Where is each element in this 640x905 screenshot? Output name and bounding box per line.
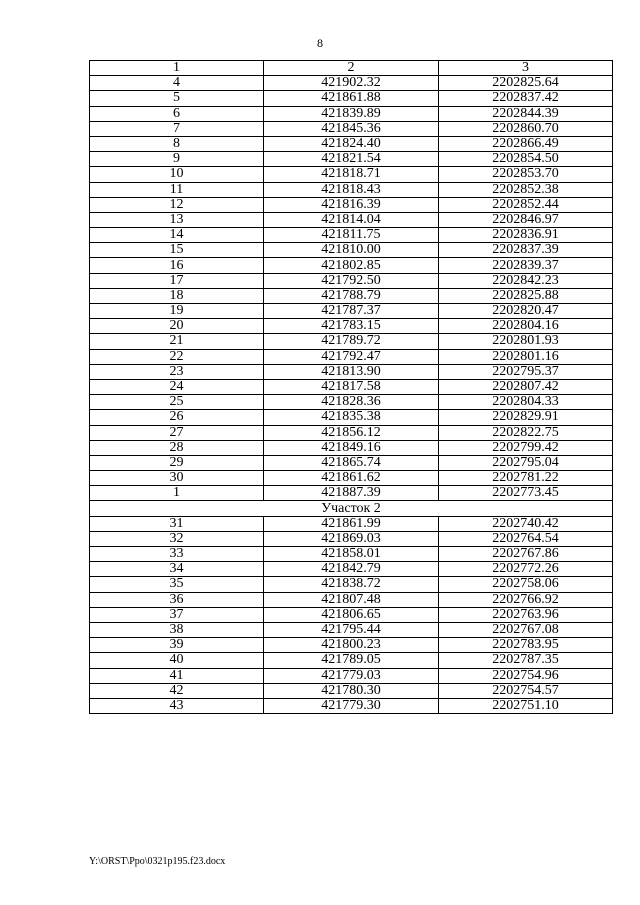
- table-row: [90, 364, 613, 379]
- table-row: [90, 349, 613, 364]
- point-number-cell: 21: [90, 334, 264, 349]
- table-row: [90, 638, 613, 653]
- x-coordinate-cell: 421795.44: [264, 622, 439, 637]
- x-coordinate-cell: 421813.90: [264, 364, 439, 379]
- y-coordinate-cell: 2202801.16: [439, 349, 613, 364]
- x-coordinate-cell: 421783.15: [264, 319, 439, 334]
- section-row: [90, 501, 613, 516]
- x-coordinate-cell: 421788.79: [264, 288, 439, 303]
- x-coordinate-cell: 421824.40: [264, 136, 439, 151]
- point-number-cell: 25: [90, 395, 264, 410]
- table-body-part1: [90, 76, 613, 501]
- y-coordinate-cell: 2202837.42: [439, 91, 613, 106]
- table-row: [90, 379, 613, 394]
- y-coordinate-cell: 2202852.38: [439, 182, 613, 197]
- table-row: [90, 167, 613, 182]
- header-cell-x-coordinate: 2: [264, 61, 439, 76]
- x-coordinate-cell: 421789.72: [264, 334, 439, 349]
- x-coordinate-cell: 421818.71: [264, 167, 439, 182]
- x-coordinate-cell: 421845.36: [264, 121, 439, 136]
- point-number-cell: 5: [90, 91, 264, 106]
- table-row: [90, 455, 613, 470]
- y-coordinate-cell: 2202764.54: [439, 531, 613, 546]
- x-coordinate-cell: 421800.23: [264, 638, 439, 653]
- y-coordinate-cell: 2202781.22: [439, 471, 613, 486]
- y-coordinate-cell: 2202767.08: [439, 622, 613, 637]
- table-row: [90, 425, 613, 440]
- point-number-cell: 31: [90, 516, 264, 531]
- point-number-cell: 23: [90, 364, 264, 379]
- y-coordinate-cell: 2202795.04: [439, 455, 613, 470]
- coordinates-table: [89, 60, 613, 714]
- y-coordinate-cell: 2202854.50: [439, 152, 613, 167]
- x-coordinate-cell: 421828.36: [264, 395, 439, 410]
- y-coordinate-cell: 2202795.37: [439, 364, 613, 379]
- x-coordinate-cell: 421780.30: [264, 683, 439, 698]
- table-row: [90, 212, 613, 227]
- x-coordinate-cell: 421861.88: [264, 91, 439, 106]
- y-coordinate-cell: 2202836.91: [439, 228, 613, 243]
- table-row: [90, 440, 613, 455]
- x-coordinate-cell: 421856.12: [264, 425, 439, 440]
- point-number-cell: 7: [90, 121, 264, 136]
- table-row: [90, 304, 613, 319]
- point-number-cell: 22: [90, 349, 264, 364]
- y-coordinate-cell: 2202766.92: [439, 592, 613, 607]
- point-number-cell: 34: [90, 562, 264, 577]
- x-coordinate-cell: 421779.03: [264, 668, 439, 683]
- footer-file-path: Y:\ORST\Ppo\0321p195.f23.docx: [89, 856, 226, 867]
- point-number-cell: 16: [90, 258, 264, 273]
- y-coordinate-cell: 2202837.39: [439, 243, 613, 258]
- y-coordinate-cell: 2202820.47: [439, 304, 613, 319]
- y-coordinate-cell: 2202852.44: [439, 197, 613, 212]
- table-row: [90, 516, 613, 531]
- table-row: [90, 228, 613, 243]
- point-number-cell: 33: [90, 547, 264, 562]
- point-number-cell: 14: [90, 228, 264, 243]
- table-row: [90, 243, 613, 258]
- point-number-cell: 11: [90, 182, 264, 197]
- point-number-cell: 6: [90, 106, 264, 121]
- x-coordinate-cell: 421887.39: [264, 486, 439, 501]
- point-number-cell: 24: [90, 379, 264, 394]
- y-coordinate-cell: 2202804.33: [439, 395, 613, 410]
- y-coordinate-cell: 2202787.35: [439, 653, 613, 668]
- point-number-cell: 41: [90, 668, 264, 683]
- y-coordinate-cell: 2202866.49: [439, 136, 613, 151]
- x-coordinate-cell: 421802.85: [264, 258, 439, 273]
- y-coordinate-cell: 2202804.16: [439, 319, 613, 334]
- page-number: 8: [317, 36, 323, 50]
- table-row: [90, 683, 613, 698]
- point-number-cell: 12: [90, 197, 264, 212]
- point-number-cell: 37: [90, 607, 264, 622]
- point-number-cell: 8: [90, 136, 264, 151]
- point-number-cell: 9: [90, 152, 264, 167]
- y-coordinate-cell: 2202740.42: [439, 516, 613, 531]
- table-row: [90, 698, 613, 713]
- x-coordinate-cell: 421787.37: [264, 304, 439, 319]
- x-coordinate-cell: 421807.48: [264, 592, 439, 607]
- point-number-cell: 10: [90, 167, 264, 182]
- table-row: [90, 471, 613, 486]
- table-section-row-group: [90, 501, 613, 516]
- point-number-cell: 18: [90, 288, 264, 303]
- table-row: [90, 136, 613, 151]
- x-coordinate-cell: 421849.16: [264, 440, 439, 455]
- point-number-cell: 39: [90, 638, 264, 653]
- point-number-cell: 36: [90, 592, 264, 607]
- x-coordinate-cell: 421814.04: [264, 212, 439, 227]
- point-number-cell: 28: [90, 440, 264, 455]
- y-coordinate-cell: 2202801.93: [439, 334, 613, 349]
- point-number-cell: 42: [90, 683, 264, 698]
- x-coordinate-cell: 421902.32: [264, 76, 439, 91]
- x-coordinate-cell: 421838.72: [264, 577, 439, 592]
- y-coordinate-cell: 2202783.95: [439, 638, 613, 653]
- point-number-cell: 29: [90, 455, 264, 470]
- header-cell-y-coordinate: 3: [439, 61, 613, 76]
- x-coordinate-cell: 421818.43: [264, 182, 439, 197]
- x-coordinate-cell: 421810.00: [264, 243, 439, 258]
- table-row: [90, 152, 613, 167]
- y-coordinate-cell: 2202754.57: [439, 683, 613, 698]
- point-number-cell: 27: [90, 425, 264, 440]
- y-coordinate-cell: 2202754.96: [439, 668, 613, 683]
- table-row: [90, 562, 613, 577]
- table-body-part2: [90, 516, 613, 713]
- table-row: [90, 197, 613, 212]
- y-coordinate-cell: 2202799.42: [439, 440, 613, 455]
- y-coordinate-cell: 2202825.88: [439, 288, 613, 303]
- x-coordinate-cell: 421816.39: [264, 197, 439, 212]
- table-row: [90, 668, 613, 683]
- table-row: [90, 592, 613, 607]
- y-coordinate-cell: 2202822.75: [439, 425, 613, 440]
- table-row: [90, 182, 613, 197]
- point-number-cell: 19: [90, 304, 264, 319]
- point-number-cell: 43: [90, 698, 264, 713]
- x-coordinate-cell: 421817.58: [264, 379, 439, 394]
- table-row: [90, 486, 613, 501]
- point-number-cell: 40: [90, 653, 264, 668]
- x-coordinate-cell: 421821.54: [264, 152, 439, 167]
- table-row: [90, 395, 613, 410]
- x-coordinate-cell: 421806.65: [264, 607, 439, 622]
- x-coordinate-cell: 421839.89: [264, 106, 439, 121]
- table-row: [90, 121, 613, 136]
- section-label: Участок 2: [90, 501, 613, 516]
- y-coordinate-cell: 2202829.91: [439, 410, 613, 425]
- y-coordinate-cell: 2202767.86: [439, 547, 613, 562]
- y-coordinate-cell: 2202772.26: [439, 562, 613, 577]
- table-row: [90, 334, 613, 349]
- table-row: [90, 76, 613, 91]
- x-coordinate-cell: 421811.75: [264, 228, 439, 243]
- table-row: [90, 273, 613, 288]
- y-coordinate-cell: 2202853.70: [439, 167, 613, 182]
- x-coordinate-cell: 421792.50: [264, 273, 439, 288]
- x-coordinate-cell: 421861.62: [264, 471, 439, 486]
- x-coordinate-cell: 421865.74: [264, 455, 439, 470]
- x-coordinate-cell: 421789.05: [264, 653, 439, 668]
- table-row: [90, 288, 613, 303]
- table-row: [90, 577, 613, 592]
- y-coordinate-cell: 2202773.45: [439, 486, 613, 501]
- x-coordinate-cell: 421861.99: [264, 516, 439, 531]
- point-number-cell: 13: [90, 212, 264, 227]
- point-number-cell: 4: [90, 76, 264, 91]
- y-coordinate-cell: 2202860.70: [439, 121, 613, 136]
- y-coordinate-cell: 2202839.37: [439, 258, 613, 273]
- table-row: [90, 531, 613, 546]
- table-header-row: [90, 61, 613, 76]
- y-coordinate-cell: 2202846.97: [439, 212, 613, 227]
- x-coordinate-cell: 421835.38: [264, 410, 439, 425]
- x-coordinate-cell: 421858.01: [264, 547, 439, 562]
- table-row: [90, 106, 613, 121]
- y-coordinate-cell: 2202844.39: [439, 106, 613, 121]
- table-row: [90, 258, 613, 273]
- point-number-cell: 30: [90, 471, 264, 486]
- table-row: [90, 622, 613, 637]
- point-number-cell: 35: [90, 577, 264, 592]
- y-coordinate-cell: 2202758.06: [439, 577, 613, 592]
- table-row: [90, 91, 613, 106]
- table-row: [90, 547, 613, 562]
- point-number-cell: 26: [90, 410, 264, 425]
- x-coordinate-cell: 421842.79: [264, 562, 439, 577]
- point-number-cell: 1: [90, 486, 264, 501]
- table-row: [90, 319, 613, 334]
- y-coordinate-cell: 2202763.96: [439, 607, 613, 622]
- x-coordinate-cell: 421792.47: [264, 349, 439, 364]
- x-coordinate-cell: 421869.03: [264, 531, 439, 546]
- y-coordinate-cell: 2202807.42: [439, 379, 613, 394]
- header-cell-point-number: 1: [90, 61, 264, 76]
- table-row: [90, 653, 613, 668]
- y-coordinate-cell: 2202751.10: [439, 698, 613, 713]
- x-coordinate-cell: 421779.30: [264, 698, 439, 713]
- point-number-cell: 32: [90, 531, 264, 546]
- point-number-cell: 38: [90, 622, 264, 637]
- point-number-cell: 17: [90, 273, 264, 288]
- point-number-cell: 20: [90, 319, 264, 334]
- point-number-cell: 15: [90, 243, 264, 258]
- y-coordinate-cell: 2202825.64: [439, 76, 613, 91]
- table-row: [90, 607, 613, 622]
- table-row: [90, 410, 613, 425]
- y-coordinate-cell: 2202842.23: [439, 273, 613, 288]
